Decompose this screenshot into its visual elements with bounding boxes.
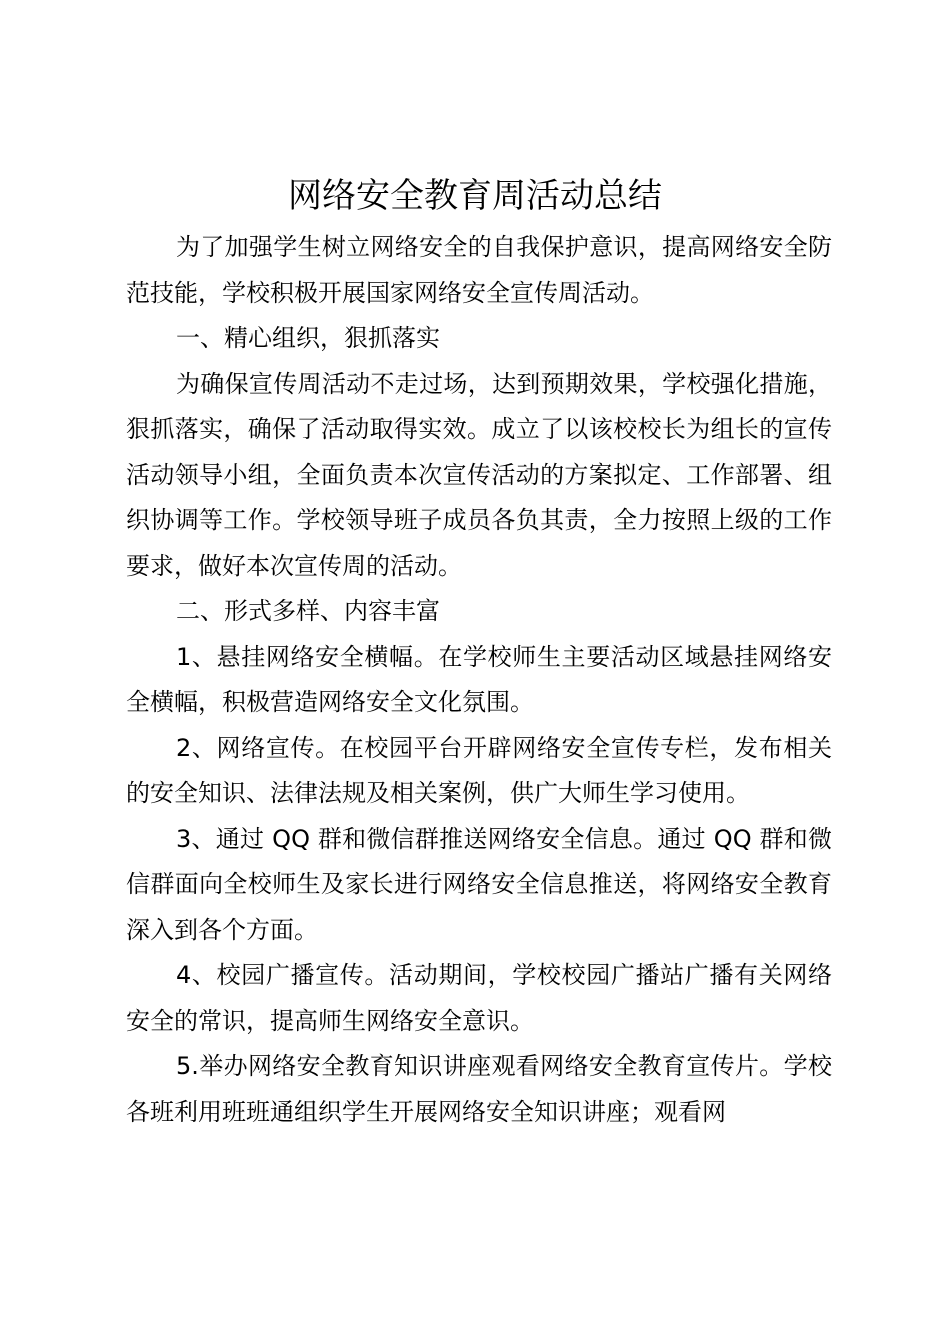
section-heading-1: 一、精心组织，狠抓落实 xyxy=(176,324,440,352)
section-heading-2: 二、形式多样、内容丰富 xyxy=(176,597,440,625)
list-item-3: 3、通过 QQ 群和微信群推送网络安全信息。通过 QQ 群和微信群面向全校师生及家长进行网络安全信息推送，将网络安全教育深入到各个方面。 xyxy=(126,824,832,944)
intro-paragraph: 为了加强学生树立网络安全的自我保护意识，提高网络安全防范技能，学校积极开展国家网络安全宣传周活动。 xyxy=(126,233,832,307)
section-1-paragraph: 为确保宣传周活动不走过场，达到预期效果，学校强化措施，狠抓落实，确保了活动取得实效。成立了以该校校长为组长的宣传活动领导小组，全面负责本次宣传活动的方案拟定、工作部署、组织协调等工作。学校领导班子成员各负其责，全力按照上级的工作要求，做好本次宣传周的活动。 xyxy=(126,369,832,580)
document-body xyxy=(126,225,832,1135)
list-item-4: 4、校园广播宣传。活动期间，学校校园广播站广播有关网络安全的常识，提高师生网络安全意识。 xyxy=(126,961,832,1035)
list-item-2: 2、网络宣传。在校园平台开辟网络安全宣传专栏，发布相关的安全知识、法律法规及相关案例，供广大师生学习使用。 xyxy=(126,733,832,807)
document-title: 网络安全教育周活动总结 xyxy=(288,176,662,216)
list-item-1: 1、悬挂网络安全横幅。在学校师生主要活动区域悬挂网络安全横幅，积极营造网络安全文化氛围。 xyxy=(126,642,832,716)
list-item-5: 5.举办网络安全教育知识讲座观看网络安全教育宣传片。学校各班利用班班通组织学生开展网络安全知识讲座；观看网 xyxy=(126,1052,832,1126)
